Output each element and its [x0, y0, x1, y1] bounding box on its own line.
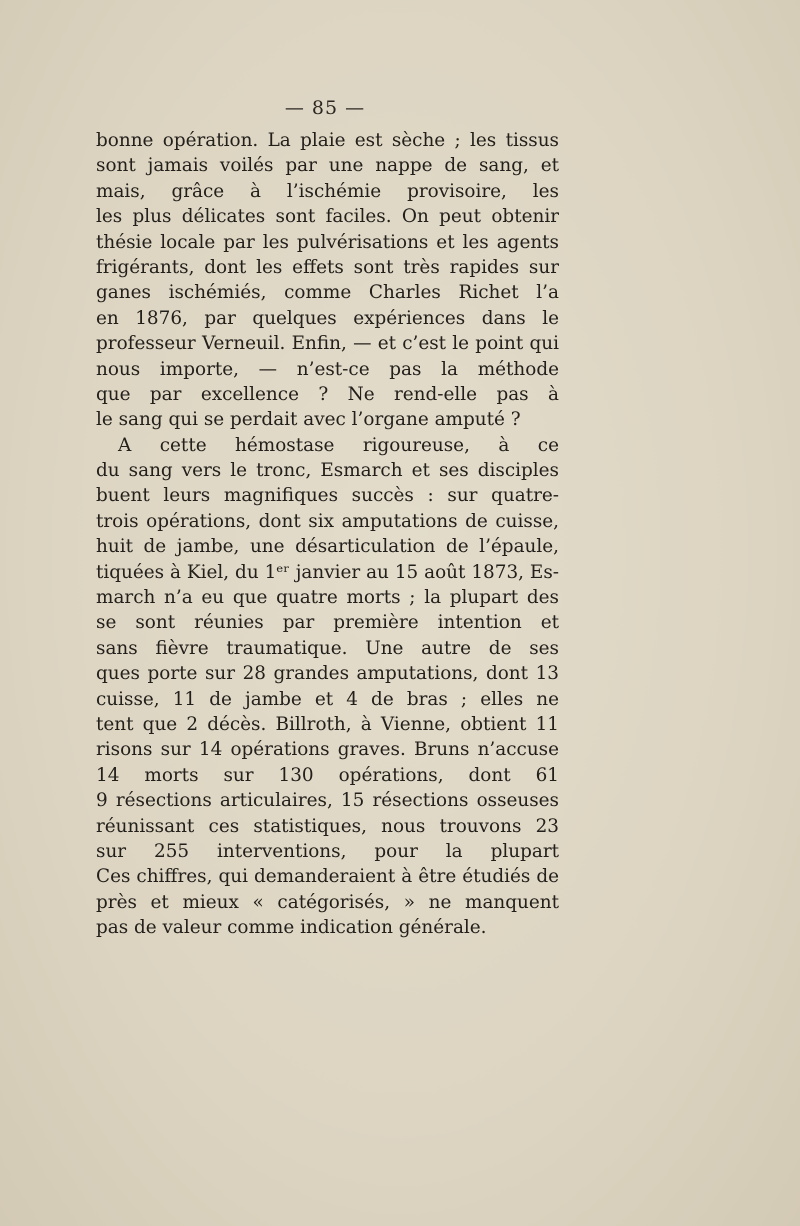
text-line: réunissant ces statistiques, nous trouvons 23 — [96, 815, 559, 837]
text-line: bonne opération. La plaie est sèche ; les tissus — [96, 130, 559, 151]
text-line: en 1876, par quelques expériences dans le — [96, 307, 559, 329]
body-text — [96, 128, 559, 941]
text-line: frigérants, dont les effets sont très rapides sur — [96, 256, 559, 278]
text-line: risons sur 14 opérations graves. Bruns n’accuse — [96, 739, 559, 761]
text-line: A cette hémostase rigoureuse, à ce — [118, 434, 559, 456]
text-line: mais, grâce à l’ischémie provisoire, les — [96, 180, 559, 202]
text-line: 14 morts sur 130 opérations, dont 61 — [96, 764, 559, 786]
text-line: cuisse, 11 de jambe et 4 de bras ; elles ne — [96, 688, 559, 710]
text-line: buent leurs magnifiques succès : sur quatre- — [96, 485, 559, 507]
text-line: tiquées à Kiel, du 1ᵉʳ janvier au 15 août 1873, Es- — [96, 561, 559, 583]
text-line: sans fièvre traumatique. Une autre de ses — [96, 637, 559, 659]
text-line: sont jamais voilés par une nappe de sang, et — [96, 155, 559, 177]
text-line: du sang vers le tronc, Esmarch et ses disciples — [96, 460, 559, 482]
text-line: ques porte sur 28 grandes amputations, dont 13 — [96, 663, 559, 685]
text-line: le sang qui se perdait avec l’organe amputé ? — [96, 409, 521, 431]
text-line: thésie locale par les pulvérisations et les agents — [96, 231, 559, 253]
text-line: se sont réunies par première intention et — [96, 612, 559, 634]
text-line: nous importe, — n’est-ce pas la méthode — [96, 358, 559, 380]
text-line: sur 255 interventions, pour la plupart — [96, 840, 559, 862]
text-line: 9 résections articulaires, 15 résections osseuses — [96, 790, 559, 812]
text-line: professeur Verneuil. Enfin, — et c’est le point qui — [96, 333, 559, 355]
page-number: — 85 — — [284, 97, 366, 119]
text-line: pas de valeur comme indication générale. — [96, 917, 487, 939]
text-line: ganes ischémiés, comme Charles Richet l’a — [96, 282, 559, 304]
text-line: trois opérations, dont six amputations de cuisse, — [96, 510, 559, 532]
text-line: huit de jambe, une désarticulation de l’épaule, — [96, 536, 559, 558]
text-line: que par excellence ? Ne rend-elle pas à — [96, 383, 559, 405]
text-line: près et mieux « catégorisés, » ne manquent — [96, 891, 559, 913]
text-line: les plus délicates sont faciles. On peut obtenir — [96, 206, 559, 228]
text-line: tent que 2 décès. Billroth, à Vienne, obtient 11 — [96, 713, 559, 735]
text-line: march n’a eu que quatre morts ; la plupart des — [96, 587, 559, 609]
text-line: Ces chiffres, qui demanderaient à être étudiés de — [96, 866, 559, 888]
